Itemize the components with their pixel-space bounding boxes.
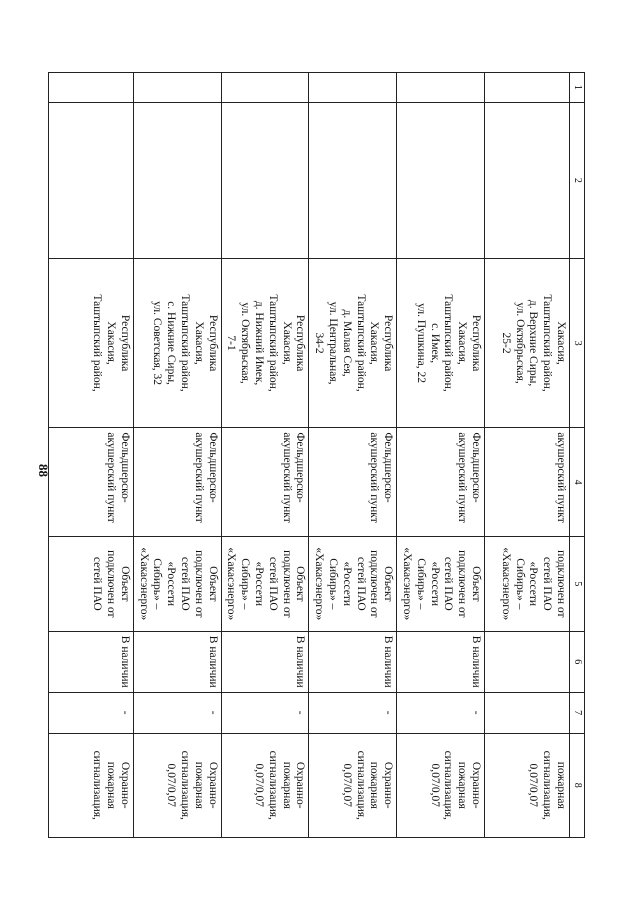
power-supply-cell bbox=[309, 536, 397, 631]
table-row bbox=[309, 73, 397, 838]
availability-cell bbox=[48, 631, 133, 692]
facility-type-cell bbox=[309, 428, 397, 537]
cell-text: - bbox=[382, 710, 395, 715]
power-supply-cell bbox=[397, 536, 485, 631]
cell-text: - bbox=[470, 710, 482, 715]
table-row bbox=[485, 73, 570, 838]
alarm-cell bbox=[221, 733, 309, 838]
facilities-table bbox=[48, 72, 585, 838]
notes-cell bbox=[309, 692, 397, 733]
cell-text: Объект подключен от сетей ПАО «Россети Сибирь» – «Хакасэнерго» bbox=[225, 547, 307, 621]
cell-text: Хакасия, Таштыпский район, д. Верхние Сиры, ул. Октябрьская, 25-2 bbox=[499, 294, 567, 392]
cell-text: Охранно- пожарная сигнализация, 0,07/0,07 bbox=[428, 750, 482, 820]
cell-text: Объект подключен от сетей ПАО bbox=[91, 550, 131, 618]
cell-text: Республика Хакасия, Таштыпский район, д. Нижний Имек, ул. Октябрьская, 7-1 bbox=[225, 294, 307, 392]
row-number-cell bbox=[221, 73, 309, 103]
column-header: 2 bbox=[570, 102, 585, 258]
name-cell bbox=[48, 102, 133, 258]
table-container bbox=[91, 72, 585, 838]
cell-text: - bbox=[294, 710, 307, 715]
facility-type-cell bbox=[48, 428, 133, 537]
address-cell bbox=[133, 258, 221, 428]
cell-text: Фельдшерско- акушерский пункт bbox=[280, 432, 307, 523]
power-supply-cell bbox=[221, 536, 309, 631]
cell-text: Республика Хакасия, Таштыпский район, bbox=[91, 294, 131, 392]
address-cell bbox=[485, 258, 570, 428]
row-number-cell bbox=[48, 73, 133, 103]
cell-text: Республика Хакасия, Таштыпский район, с. Имек, ул. Пушкина, 22 bbox=[414, 294, 482, 392]
table-row bbox=[397, 73, 485, 838]
cell-text: Республика Хакасия, Таштыпский район, д. Малая Сея, ул. Центральная, 34-2 bbox=[313, 294, 395, 392]
cell-text: Охранно- пожарная сигнализация, 0,07/0,07 bbox=[165, 750, 219, 820]
address-cell bbox=[221, 258, 309, 428]
power-supply-cell bbox=[133, 536, 221, 631]
cell-text: Фельдшерско- акушерский пункт bbox=[105, 432, 131, 523]
alarm-cell bbox=[485, 733, 570, 838]
column-header: 3 bbox=[570, 258, 585, 428]
notes-cell bbox=[133, 692, 221, 733]
name-cell bbox=[309, 102, 397, 258]
table-row bbox=[48, 73, 133, 838]
availability-cell bbox=[397, 631, 485, 692]
notes-cell bbox=[485, 692, 570, 733]
name-cell bbox=[221, 102, 309, 258]
power-supply-cell bbox=[485, 536, 570, 631]
availability-cell bbox=[133, 631, 221, 692]
cell-text: В наличии bbox=[470, 635, 482, 688]
cell-text: В наличии bbox=[294, 635, 307, 688]
availability-cell bbox=[309, 631, 397, 692]
address-cell bbox=[309, 258, 397, 428]
cell-text: Фельдшерско- акушерский пункт bbox=[192, 432, 219, 523]
name-cell bbox=[133, 102, 221, 258]
availability-cell bbox=[485, 631, 570, 692]
alarm-cell bbox=[397, 733, 485, 838]
name-cell bbox=[485, 102, 570, 258]
row-number-cell bbox=[133, 73, 221, 103]
address-cell bbox=[48, 258, 133, 428]
notes-cell bbox=[397, 692, 485, 733]
cell-text: В наличии bbox=[382, 635, 395, 688]
cell-text: - bbox=[118, 710, 131, 715]
cell-text: пожарная сигнализация, 0,07/0,07 bbox=[527, 750, 567, 820]
cell-text: Фельдшерско- акушерский пункт bbox=[456, 432, 482, 523]
facility-type-cell bbox=[397, 428, 485, 537]
cell-text: В наличии bbox=[118, 635, 131, 688]
cell-text: В наличии bbox=[206, 635, 219, 688]
cell-text: Объект подключен от сетей ПАО «Россети Сибирь» – «Хакасэнерго» bbox=[137, 547, 219, 621]
cell-text: - bbox=[206, 710, 219, 715]
notes-cell bbox=[221, 692, 309, 733]
cell-text: Охранно- пожарная сигнализация, 0,07/0,07 bbox=[340, 750, 395, 820]
notes-cell bbox=[48, 692, 133, 733]
alarm-cell bbox=[48, 733, 133, 838]
column-header: 5 bbox=[570, 536, 585, 631]
availability-cell bbox=[221, 631, 309, 692]
table-row bbox=[221, 73, 309, 838]
facility-type-cell bbox=[221, 428, 309, 537]
alarm-cell bbox=[309, 733, 397, 838]
column-header: 1 bbox=[570, 73, 585, 103]
cell-text: Объект подключен от сетей ПАО «Россети Сибирь» – «Хакасэнерго» bbox=[401, 547, 482, 621]
cell-text: Фельдшерско- акушерский пункт bbox=[368, 432, 395, 523]
column-header: 4 bbox=[570, 428, 585, 537]
table-row bbox=[133, 73, 221, 838]
column-header: 7 bbox=[570, 692, 585, 733]
column-header: 8 bbox=[570, 733, 585, 838]
row-number-cell bbox=[309, 73, 397, 103]
facility-type-cell bbox=[133, 428, 221, 537]
cell-text: Объект подключен от сетей ПАО «Россети Сибирь» – «Хакасэнерго» bbox=[313, 547, 395, 621]
column-header: 6 bbox=[570, 631, 585, 692]
name-cell bbox=[397, 102, 485, 258]
header-row bbox=[570, 73, 585, 838]
facility-type-cell bbox=[485, 428, 570, 537]
cell-text: Охранно- пожарная сигнализация, 0,07/0,07 bbox=[253, 750, 307, 820]
cell-text: акушерский пункт bbox=[555, 432, 567, 523]
address-cell bbox=[397, 258, 485, 428]
row-number-cell bbox=[485, 73, 570, 103]
alarm-cell bbox=[133, 733, 221, 838]
power-supply-cell bbox=[48, 536, 133, 631]
cell-text: Республика Хакасия, Таштыпский район, с. Нижние Сиры, ул. Советская, 32 bbox=[151, 294, 219, 392]
cell-text: подключен от сетей ПАО «Россети Сибирь» – «Хакасэнерго» bbox=[499, 547, 567, 621]
cell-text: Охранно- пожарная сигнализация, bbox=[91, 750, 131, 820]
page-number: 88 bbox=[36, 464, 51, 477]
row-number-cell bbox=[397, 73, 485, 103]
